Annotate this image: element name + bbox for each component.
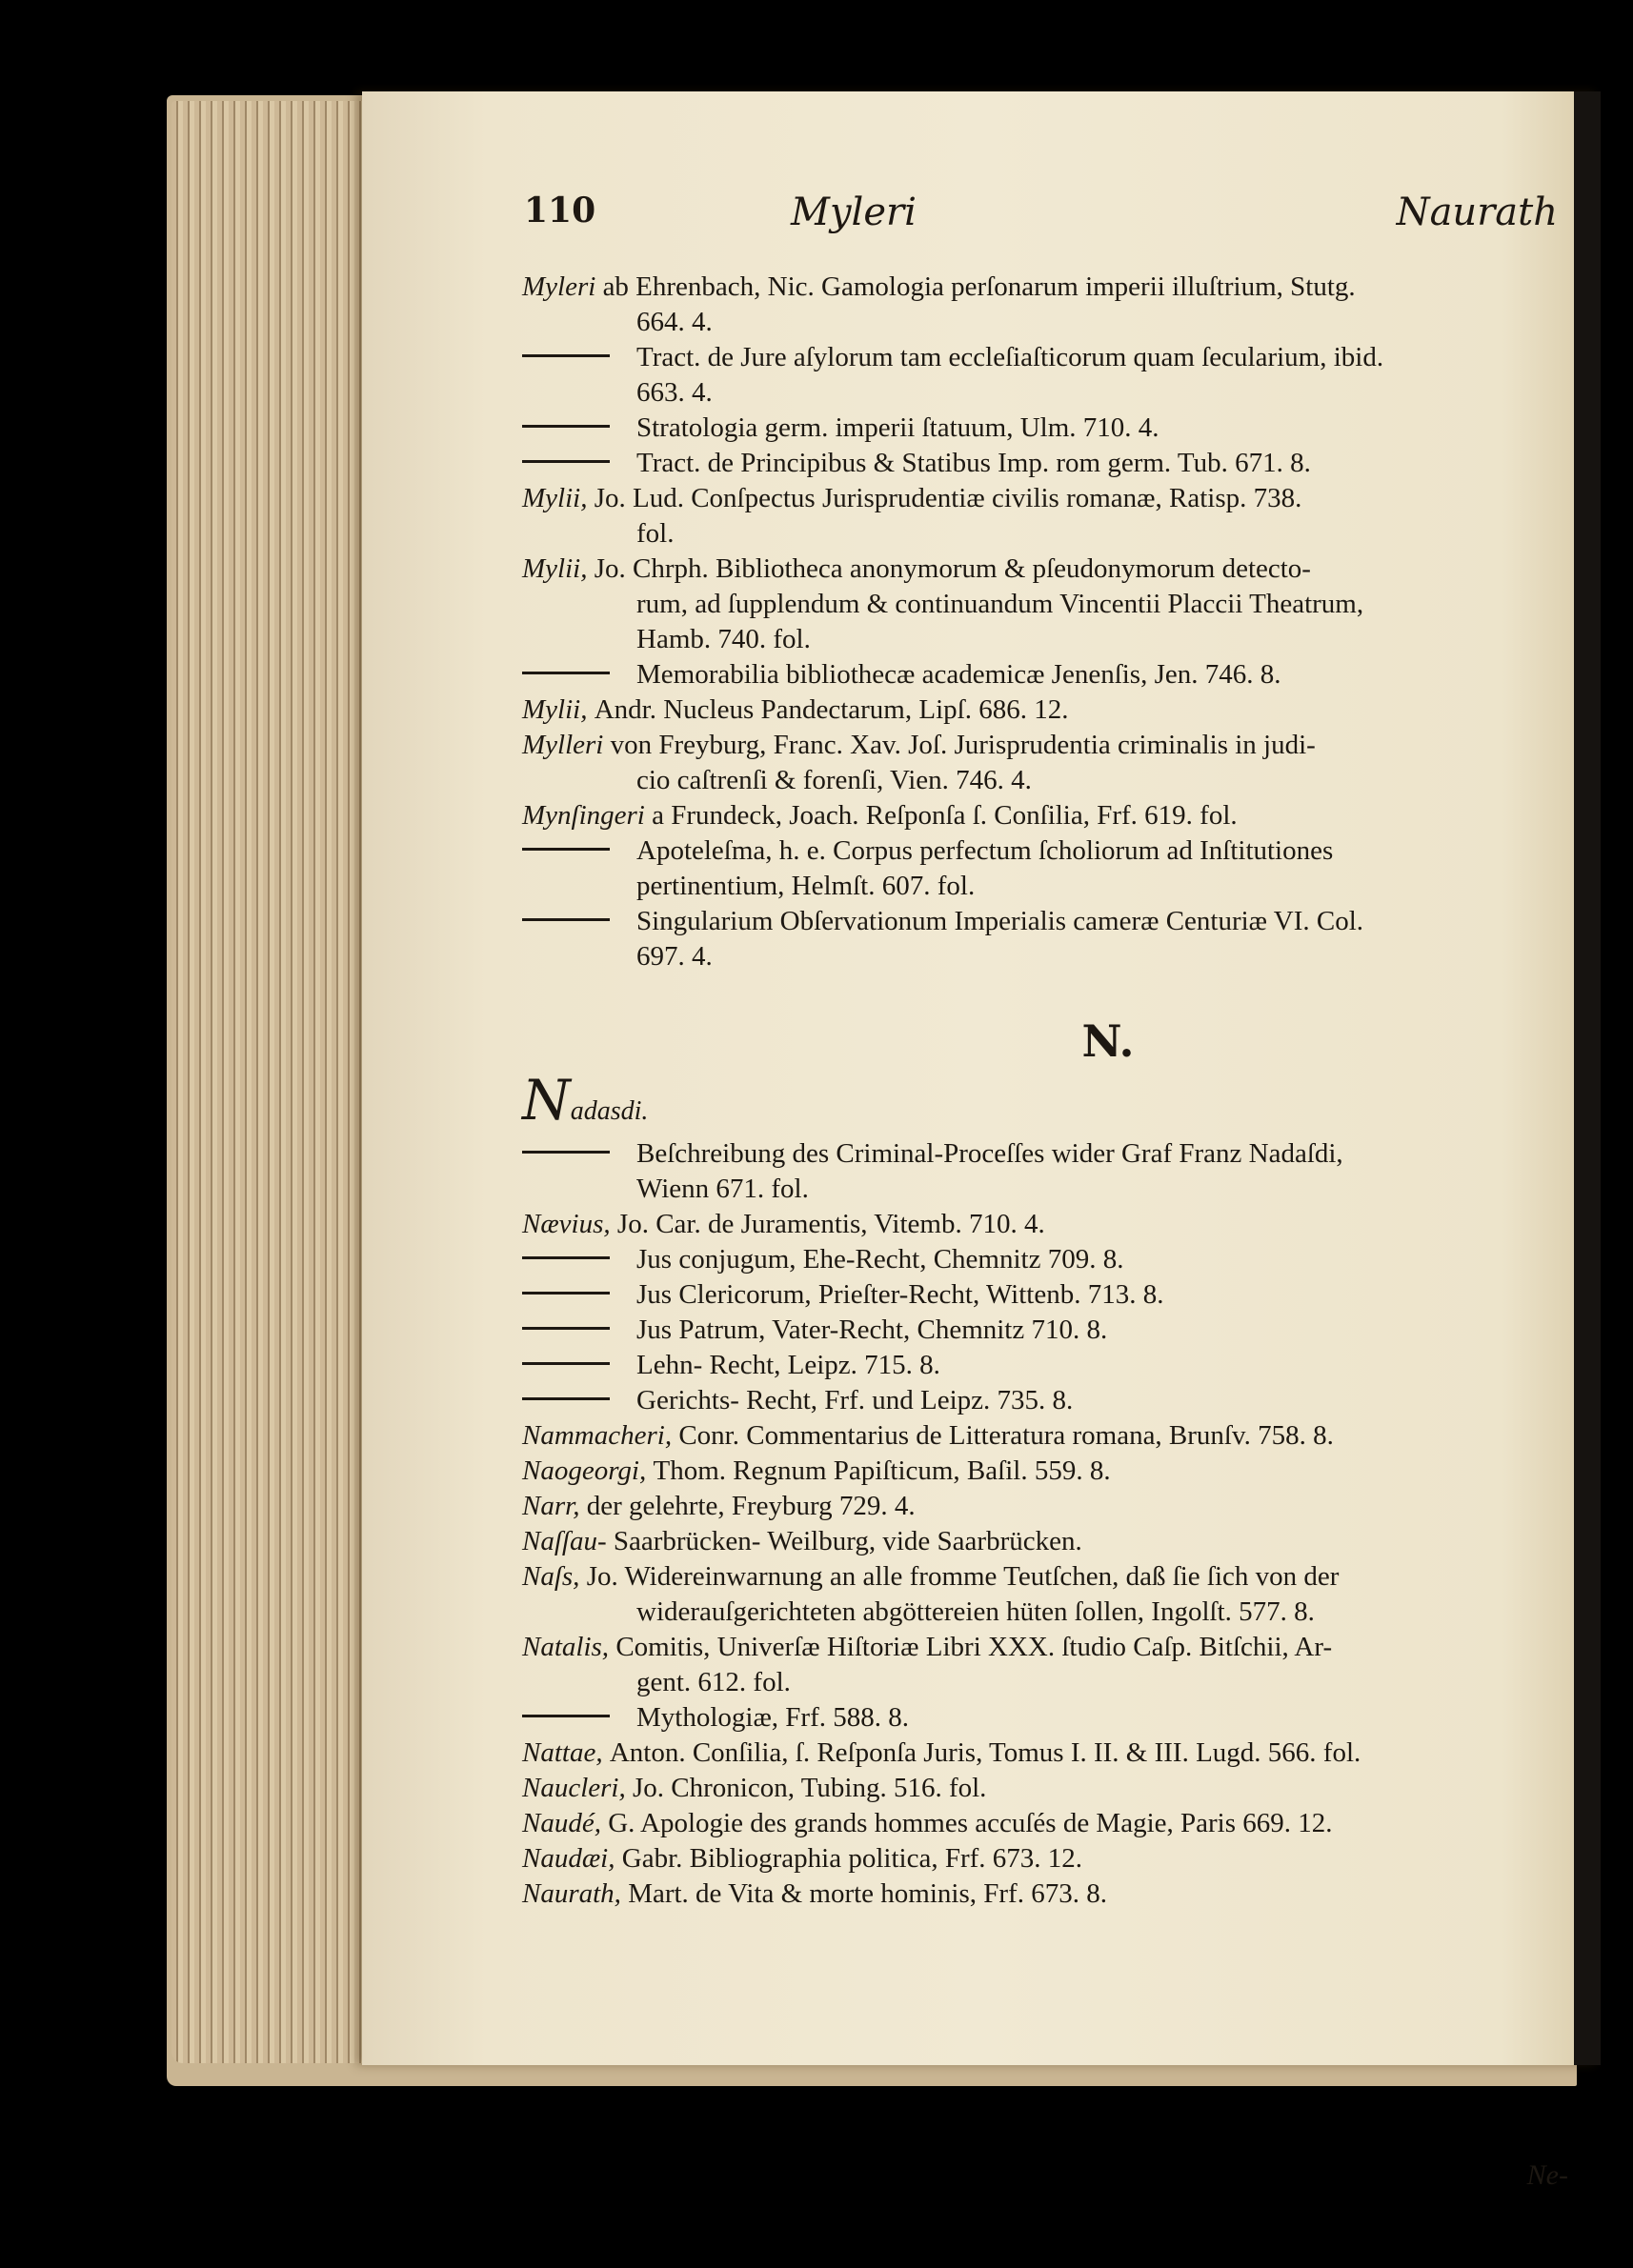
entries-m <box>522 270 1580 974</box>
bibliography-entry <box>522 728 1580 798</box>
ditto-dash <box>522 460 610 463</box>
page-stack <box>171 101 381 2063</box>
entry-text-line: pertinentium, Helmſt. 607. fol. <box>636 871 976 901</box>
entry-text-line: Andr. Nucleus Pandectarum, Lipſ. 686. 12. <box>594 694 1069 725</box>
bibliography-entry <box>522 552 1580 657</box>
entry-author: Nævius, <box>522 1209 617 1239</box>
bibliography-entry <box>522 270 1580 340</box>
bibliography-entry <box>522 1630 1580 1700</box>
entry-author: Naſs, <box>522 1561 587 1592</box>
ditto-dash <box>522 918 610 921</box>
entry-author: Naſſau- <box>522 1526 614 1556</box>
entry-text-line: Hamb. 740. fol. <box>636 624 811 654</box>
bibliography-entry <box>522 1207 1580 1242</box>
entry-author: Naudæi, <box>522 1843 622 1874</box>
entries-n <box>522 1136 1580 1912</box>
bibliography-entry <box>522 1736 1580 1771</box>
entry-author: Narr, <box>522 1491 587 1521</box>
left-catchword: Myleri <box>791 191 917 234</box>
ditto-dash <box>522 1292 610 1295</box>
ditto-dash <box>522 848 610 851</box>
page-number: 110 <box>524 191 596 231</box>
entry-text-line: Jus Clericorum, Prieſter-Recht, Wittenb. 713. 8. <box>636 1279 1164 1310</box>
entry-text-line: Jus conjugum, Ehe-Recht, Chemnitz 709. 8. <box>636 1244 1124 1274</box>
bibliography-entry <box>522 1806 1580 1841</box>
entry-author: Mynſingeri <box>522 800 653 831</box>
ditto-dash <box>522 1362 610 1365</box>
bibliography-entry <box>522 692 1580 728</box>
running-header <box>524 191 1558 238</box>
entry-author: Naudé, <box>522 1808 609 1838</box>
entry-text-line: der gelehrte, Freyburg 729. 4. <box>586 1491 916 1521</box>
entry-author: Naogeorgi, <box>522 1455 654 1486</box>
entry-text-line: Jo. Chrph. Bibliotheca anonymorum & pſeudonymorum detecto- <box>594 553 1311 584</box>
entry-author: Nammacheri, <box>522 1420 679 1451</box>
bibliography-entry <box>522 1489 1580 1524</box>
entry-text-line: Gabr. Bibliographia politica, Frf. 673. 12. <box>621 1843 1083 1874</box>
entry-text-line: Memorabilia bibliothecæ academicæ Jenenſis, Jen. 746. 8. <box>636 659 1281 690</box>
entry-text-line: rum, ad ſupplendum & continuandum Vincentii Placcii Theatrum, <box>636 589 1364 619</box>
bibliography-entry <box>522 1348 1580 1383</box>
bibliography-entry <box>522 1383 1580 1418</box>
entry-text-line: Stratologia germ. imperii ſtatuum, Ulm. 710. 4. <box>636 412 1159 443</box>
entry-text-line: Jo. Widereinwarnung an alle fromme Teutſchen, daß ſie ſich von der <box>586 1561 1340 1592</box>
bibliography-entry <box>522 657 1580 692</box>
entry-text-line: Jo. Lud. Conſpectus Jurisprudentiæ civilis romanæ, Ratisp. 738. <box>594 483 1302 513</box>
bibliography-entry <box>522 1771 1580 1806</box>
catchword: Ne- <box>1526 2159 1568 2191</box>
entry-text-line: Beſchreibung des Criminal-Proceſſes wider Graf Franz Nadaſdi, <box>636 1138 1343 1169</box>
entry-text-line: Comitis, Univerſæ Hiſtoriæ Libri XXX. ſtudio Caſp. Bitſchii, Ar- <box>615 1632 1333 1662</box>
entry-author: Mylii, <box>522 553 595 584</box>
entry-text-line: Jus Patrum, Vater-Recht, Chemnitz 710. 8. <box>636 1315 1108 1345</box>
entry-text-line: Saarbrücken- Weilburg, vide Saarbrücken. <box>613 1526 1082 1556</box>
ditto-dash <box>522 425 610 428</box>
entry-text-line: a Frundeck, Joach. Reſponſa ſ. Conſilia, Frf. 619. fol. <box>652 800 1238 831</box>
entry-text-line: G. Apologie des grands hommes accuſés de Magie, Paris 669. 12. <box>608 1808 1333 1838</box>
entry-text-line: Anton. Conſilia, ſ. Reſponſa Juris, Tomus I. II. & III. Lugd. 566. fol. <box>609 1737 1361 1768</box>
entry-text-line: Lehn- Recht, Leipz. 715. 8. <box>636 1350 940 1380</box>
bibliography-entry <box>522 411 1580 446</box>
bibliography-entry <box>522 1313 1580 1348</box>
entry-text-line: Tract. de Jure aſylorum tam eccleſiaſticorum quam ſecularium, ibid. <box>636 342 1384 372</box>
bibliography-entry <box>522 1700 1580 1736</box>
entry-text-line: 697. 4. <box>636 941 713 972</box>
ditto-dash <box>522 1256 610 1259</box>
entry-author: Natalis, <box>522 1632 616 1662</box>
entry-text-line: Wienn 671. fol. <box>636 1174 809 1204</box>
bibliography-entry <box>522 1242 1580 1277</box>
entry-author: Naucleri, <box>522 1773 633 1803</box>
entry-text-line: Mythologiæ, Frf. 588. 8. <box>636 1702 909 1733</box>
bibliography-entry <box>522 1454 1580 1489</box>
ditto-dash <box>522 1397 610 1400</box>
ditto-dash <box>522 672 610 674</box>
bibliography-entry <box>522 481 1580 552</box>
dropcap-rest: adasdi. <box>570 1096 649 1126</box>
bibliography-entry <box>522 1277 1580 1313</box>
dropcap-heading <box>522 1068 1580 1136</box>
ditto-dash <box>522 354 610 357</box>
dropcap-letter: N <box>522 1068 571 1133</box>
bibliography-entry <box>522 1559 1580 1630</box>
entry-text-line: 663. 4. <box>636 377 713 408</box>
bibliography-entry <box>522 1418 1580 1454</box>
bibliography-entry <box>522 904 1580 974</box>
entry-text-line: Mart. de Vita & morte hominis, Frf. 673. 8. <box>628 1878 1107 1909</box>
entry-text-line: Thom. Regnum Papiſticum, Baſil. 559. 8. <box>653 1455 1111 1486</box>
ditto-dash <box>522 1151 610 1154</box>
entry-text-line: ab Ehrenbach, Nic. Gamologia perſonarum imperii illuſtrium, Stutg. <box>602 271 1356 302</box>
bibliography-entry <box>522 446 1580 481</box>
entry-text-line: Conr. Commentarius de Litteratura romana, Brunſv. 758. 8. <box>678 1420 1334 1451</box>
bibliography-entry <box>522 340 1580 411</box>
entry-text-line: Singularium Obſervationum Imperialis cameræ Centuriæ VI. Col. <box>636 906 1364 936</box>
entry-text-line: Jo. Chronicon, Tubing. 516. fol. <box>633 1773 987 1803</box>
entry-text-line: gent. 612. fol. <box>636 1667 791 1697</box>
entry-text-line: Gerichts- Recht, Frf. und Leipz. 735. 8. <box>636 1385 1074 1415</box>
entry-text-line: 664. 4. <box>636 307 713 337</box>
entry-text-line: von Freyburg, Franc. Xav. Joſ. Jurisprudentia criminalis in judi- <box>610 730 1316 760</box>
entry-author: Nattae, <box>522 1737 610 1768</box>
ditto-dash <box>522 1327 610 1330</box>
ditto-dash <box>522 1715 610 1717</box>
entry-author: Mylleri <box>522 730 611 760</box>
entry-text-line: Tract. de Principibus & Statibus Imp. rom germ. Tub. 671. 8. <box>636 448 1311 478</box>
bibliography-entry <box>522 798 1580 833</box>
entry-author: Mylii, <box>522 483 595 513</box>
bibliography-entries <box>522 270 1580 1912</box>
bibliography-entry <box>522 1841 1580 1877</box>
entry-text-line: Apoteleſma, h. e. Corpus perfectum ſcholiorum ad Inſtitutiones <box>636 835 1334 866</box>
entry-author: Myleri <box>522 271 603 302</box>
section-heading: N. <box>1081 1015 1135 1067</box>
entry-text-line: Jo. Car. de Juramentis, Vitemb. 710. 4. <box>616 1209 1045 1239</box>
bibliography-entry <box>522 1877 1580 1912</box>
bibliography-entry <box>522 833 1580 904</box>
entry-author: Naurath, <box>522 1878 629 1909</box>
entry-text-line: fol. <box>636 518 675 549</box>
entry-text-line: widerauſgerichteten abgöttereien hüten ſollen, Ingolſt. 577. 8. <box>636 1596 1315 1627</box>
bibliography-entry <box>522 1524 1580 1559</box>
right-catchword: Naurath <box>1396 191 1558 234</box>
entry-text-line: cio caſtrenſi & forenſi, Vien. 746. 4. <box>636 765 1032 795</box>
entry-author: Mylii, <box>522 694 595 725</box>
bibliography-entry <box>522 1136 1580 1207</box>
